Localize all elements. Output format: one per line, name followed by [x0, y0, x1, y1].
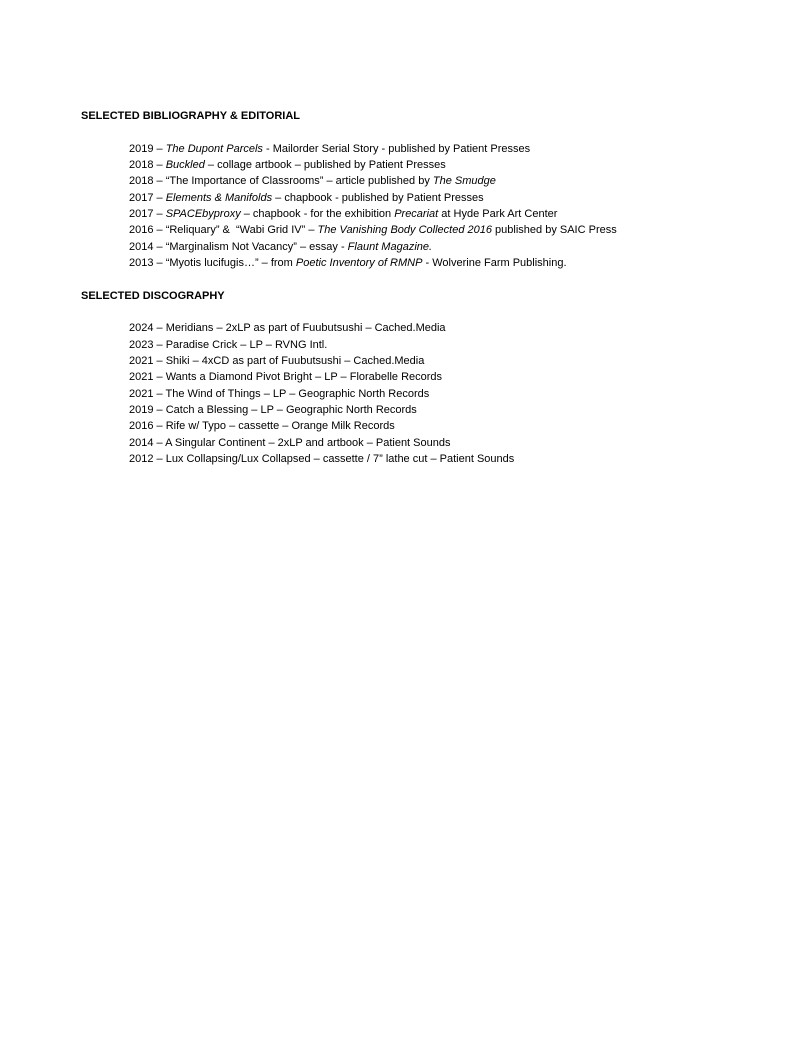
text-run: 2019 –: [129, 142, 166, 155]
list-item: [129, 157, 749, 173]
list-item: [129, 190, 749, 206]
italic-text-run: Poetic Inventory of RMNP: [295, 256, 423, 269]
list-item: [129, 402, 749, 418]
list-item: [129, 353, 749, 369]
text-run: – collage artbook – published by Patient Presses: [204, 158, 446, 171]
italic-text-run: SPACEbyproxy: [165, 207, 241, 220]
list-item: [129, 239, 749, 255]
text-run: 2019 – Catch a Blessing – LP – Geographic North Records: [129, 403, 417, 416]
italic-text-run: Buckled: [165, 158, 205, 171]
list-item: [129, 206, 749, 222]
text-run: 2016 – “Reliquary” & “Wabi Grid IV” –: [129, 224, 318, 237]
text-run: - Mailorder Serial Story - published by Patient Presses: [262, 142, 531, 155]
discography-list: [129, 320, 749, 467]
list-item: [129, 222, 749, 238]
list-item: [129, 337, 749, 353]
italic-text-run: The Smudge: [432, 175, 496, 188]
list-item: [129, 386, 749, 402]
italic-text-run: The Vanishing Body Collected 2016: [317, 224, 492, 237]
section-bibliography: [81, 108, 749, 271]
text-run: 2014 – A Singular Continent – 2xLP and artbook – Patient Sounds: [129, 436, 451, 449]
text-run: - Wolverine Farm Publishing.: [422, 256, 567, 269]
bibliography-list: [129, 141, 749, 272]
text-run: – chapbook - published by Patient Presses: [272, 191, 484, 204]
text-run: published by SAIC Press: [492, 224, 617, 237]
text-run: – chapbook - for the exhibition: [240, 207, 395, 220]
section-discography: [81, 288, 749, 468]
italic-text-run: Elements & Manifolds: [165, 191, 273, 204]
list-item: [129, 451, 749, 467]
bibliography-heading: SELECTED BIBLIOGRAPHY & EDITORIAL: [81, 110, 301, 122]
text-run: 2021 – The Wind of Things – LP – Geographic North Records: [129, 387, 430, 400]
text-run: 2013 – “Myotis lucifugis…” – from: [129, 256, 296, 269]
list-item: [129, 141, 749, 157]
list-item: [129, 173, 749, 189]
list-item: [129, 255, 749, 271]
italic-text-run: The Dupont Parcels: [165, 142, 263, 155]
text-run: at Hyde Park Art Center: [438, 207, 558, 220]
italic-text-run: Flaunt Magazine.: [347, 240, 433, 253]
list-item: [129, 418, 749, 434]
list-item: [129, 320, 749, 336]
list-item: [129, 435, 749, 451]
discography-heading: SELECTED DISCOGRAPHY: [81, 289, 225, 302]
italic-text-run: Precariat: [394, 207, 439, 220]
text-run: 2024 – Meridians – 2xLP as part of Fuubutsushi – Cached.Media: [129, 322, 446, 335]
list-item: [129, 369, 749, 385]
text-run: 2014 – “Marginalism Not Vacancy” – essay -: [129, 240, 348, 253]
text-run: 2017 –: [129, 207, 166, 220]
text-run: 2021 – Wants a Diamond Pivot Bright – LP – Florabelle Records: [129, 371, 443, 384]
text-run: 2016 – Rife w/ Typo – cassette – Orange Milk Records: [129, 420, 395, 433]
text-run: 2021 – Shiki – 4xCD as part of Fuubutsushi – Cached.Media: [129, 354, 425, 367]
text-run: 2017 –: [129, 191, 166, 204]
text-run: 2018 – “The Importance of Classrooms” – article published by: [129, 175, 433, 188]
text-run: 2018 –: [129, 158, 166, 171]
text-run: 2012 – Lux Collapsing/Lux Collapsed – cassette / 7” lathe cut – Patient Sounds: [129, 452, 515, 465]
text-run: 2023 – Paradise Crick – LP – RVNG Intl.: [129, 338, 328, 351]
